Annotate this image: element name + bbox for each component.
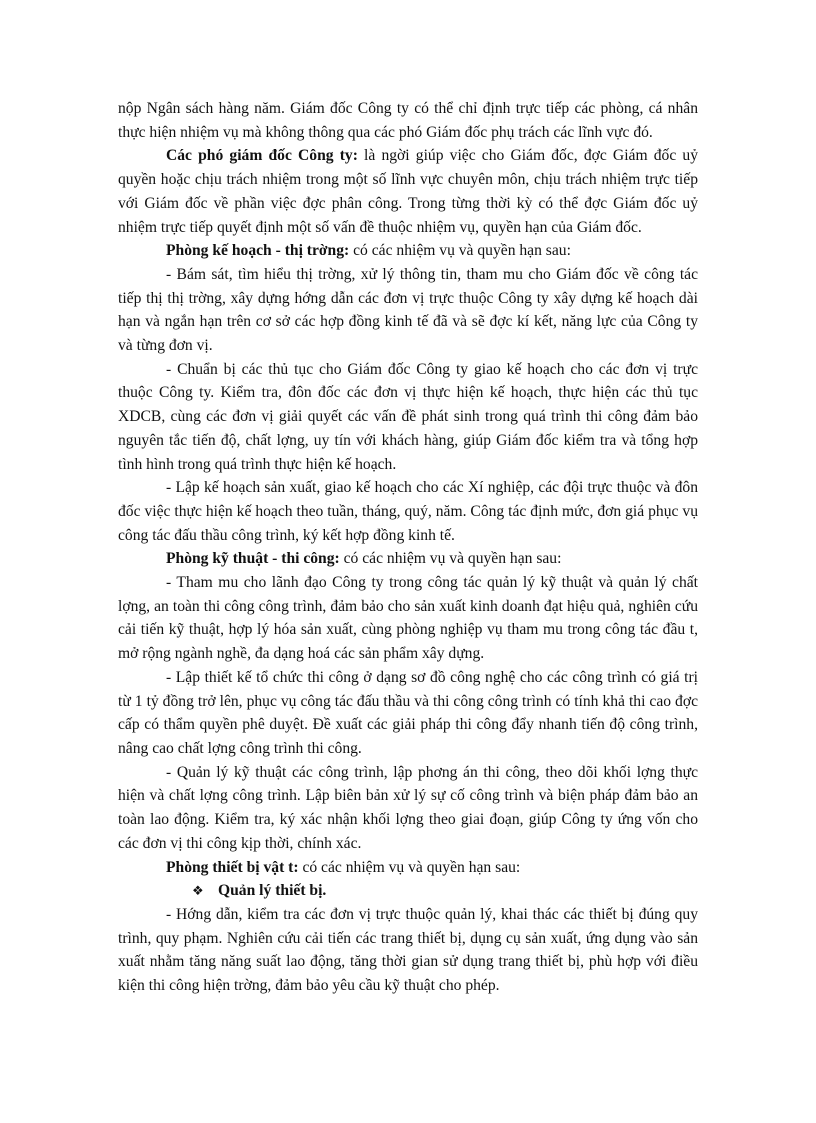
paragraph-deputy-directors <box>118 144 698 239</box>
paragraph-text: có các nhiệm vụ và quyền hạn sau: <box>298 858 521 876</box>
list-item-production-plan <box>118 476 698 547</box>
section-heading-equipment-materials: Phòng thiết bị vật t: <box>166 858 299 876</box>
paragraph-text: - Quản lý kỹ thuật các công trình, lập phơng án thi công, theo dõi khối lợng thực hiện và chất lợng công trình. Lập biên bản xử lý sự cố công trình và biện pháp đảm bảo an toàn lao động. Kiểm tra, ký xác nhận khối lợng theo giai đoạn, giúp Công ty ứng vốn cho các đơn vị thi công kịp thời, chính xác. <box>118 763 698 852</box>
paragraph-text: có các nhiệm vụ và quyền hạn sau: <box>349 242 571 260</box>
paragraph-director-authority <box>118 97 698 144</box>
paragraph-text: có các nhiệm vụ và quyền hạn sau: <box>339 550 562 568</box>
section-heading-technical-construction: Phòng kỹ thuật - thi công: <box>166 550 340 568</box>
paragraph-text: - Lập thiết kế tổ chức thi công ở dạng sơ đồ công nghệ cho các công trình có giá trị từ 1 tỷ đồng trở lên, phục vụ công tác đấu thầu và thi công công trình có tính khả thi cao đợc cấp có thẩm quyền phê duyệt. Đề xuất các giải pháp thi công đẩy nhanh tiến độ công trình, nâng cao chất lợng công trình thi công. <box>118 668 698 757</box>
list-item-construction-design <box>118 666 698 761</box>
paragraph-text: - Chuẩn bị các thủ tục cho Giám đốc Công ty giao kế hoạch cho các đơn vị trực thuộc Công ty. Kiểm tra, đôn đốc các đơn vị thực hiện kế hoạch, thực hiện các thủ tục XDCB, cùng các đơn vị giải quyết các vấn đề phát sinh trong quá trình thi công đảm bảo nguyên tắc tiến độ, chất lợng, uy tín với khách hàng, giúp Giám đốc kiểm tra và tổng hợp tình hình trong quá trình thực hiện kế hoạch. <box>118 360 698 473</box>
paragraph-text: là ngời giúp việc cho Giám đốc, đợc Giám đốc uỷ quyền hoặc chịu trách nhiệm trong một số lĩnh vực chuyên môn, chịu trách nhiệm trực tiếp với Giám đốc về phần việc đợc phân công. Trong từng thời kỳ có thể đợc Giám đốc uỷ nhiệm trực tiếp quyết định một số vấn đề thuộc nhiệm vụ, quyền hạn của Giám đốc. <box>118 147 698 236</box>
paragraph-technical-construction-dept <box>118 547 698 571</box>
paragraph-planning-market-dept <box>118 239 698 263</box>
list-item-market-research <box>118 263 698 358</box>
paragraph-text: nộp Ngân sách hàng năm. Giám đốc Công ty có thể chỉ định trực tiếp các phòng, cá nhân thực hiện nhiệm vụ mà không thông qua các phó Giám đốc phụ trách các lĩnh vực đó. <box>118 100 698 141</box>
paragraph-equipment-materials-dept <box>118 856 698 880</box>
paragraph-text: - Bám sát, tìm hiểu thị trờng, xử lý thông tin, tham mu cho Giám đốc về công tác tiếp thị thị trờng, xây dựng hớng dẫn các đơn vị trực thuộc Công ty xây dựng kế hoạch dài hạn và ngắn hạn trên cơ sở các hợp đồng kinh tế đã và sẽ đợc kí kết, năng lực của Công ty và từng đơn vị. <box>118 265 698 355</box>
diamond-bullet-icon: ❖ <box>192 883 204 899</box>
subheading-equipment-management: Quản lý thiết bị. <box>218 882 327 900</box>
list-item-equipment-guidance <box>118 903 698 998</box>
bullet-heading-equipment-management <box>118 879 698 903</box>
section-heading-deputy-directors: Các phó giám đốc Công ty: <box>166 147 358 165</box>
document-body <box>118 97 698 998</box>
list-item-technical-management <box>118 761 698 856</box>
paragraph-text: - Hớng dẫn, kiểm tra các đơn vị trực thuộc quản lý, khai thác các thiết bị đúng quy trình, quy phạm. Nghiên cứu cải tiến các trang thiết bị, dụng cụ sản xuất, ứng dụng vào sản xuất nhằm tăng năng suất lao động, tăng thời gian sử dụng trang thiết bị, phù hợp với điều kiện thi công hiện trờng, đảm bảo yêu cầu kỹ thuật cho phép. <box>118 905 698 995</box>
list-item-plan-procedures <box>118 358 698 477</box>
list-item-technical-advice <box>118 571 698 666</box>
section-heading-planning-market: Phòng kế hoạch - thị trờng: <box>166 242 350 260</box>
paragraph-text: - Lập kế hoạch sản xuất, giao kế hoạch cho các Xí nghiệp, các đội trực thuộc và đôn đốc việc thực hiện kế hoạch theo tuần, tháng, quý, năm. Công tác định mức, đơn giá phục vụ công tác đấu thầu công trình, ký kết hợp đồng kinh tế. <box>118 479 698 544</box>
paragraph-text: - Tham mu cho lãnh đạo Công ty trong công tác quản lý kỹ thuật và quản lý chất lợng, an toàn thi công công trình, đảm bảo cho sản xuất kinh doanh đạt hiệu quả, nghiên cứu cải tiến kỹ thuật, hợp lý hóa sản xuất, cùng phòng nghiệp vụ tham mu trong công tác đầu t, mở rộng ngành nghề, đa dạng hoá các sản phẩm xây dựng. <box>118 574 698 663</box>
